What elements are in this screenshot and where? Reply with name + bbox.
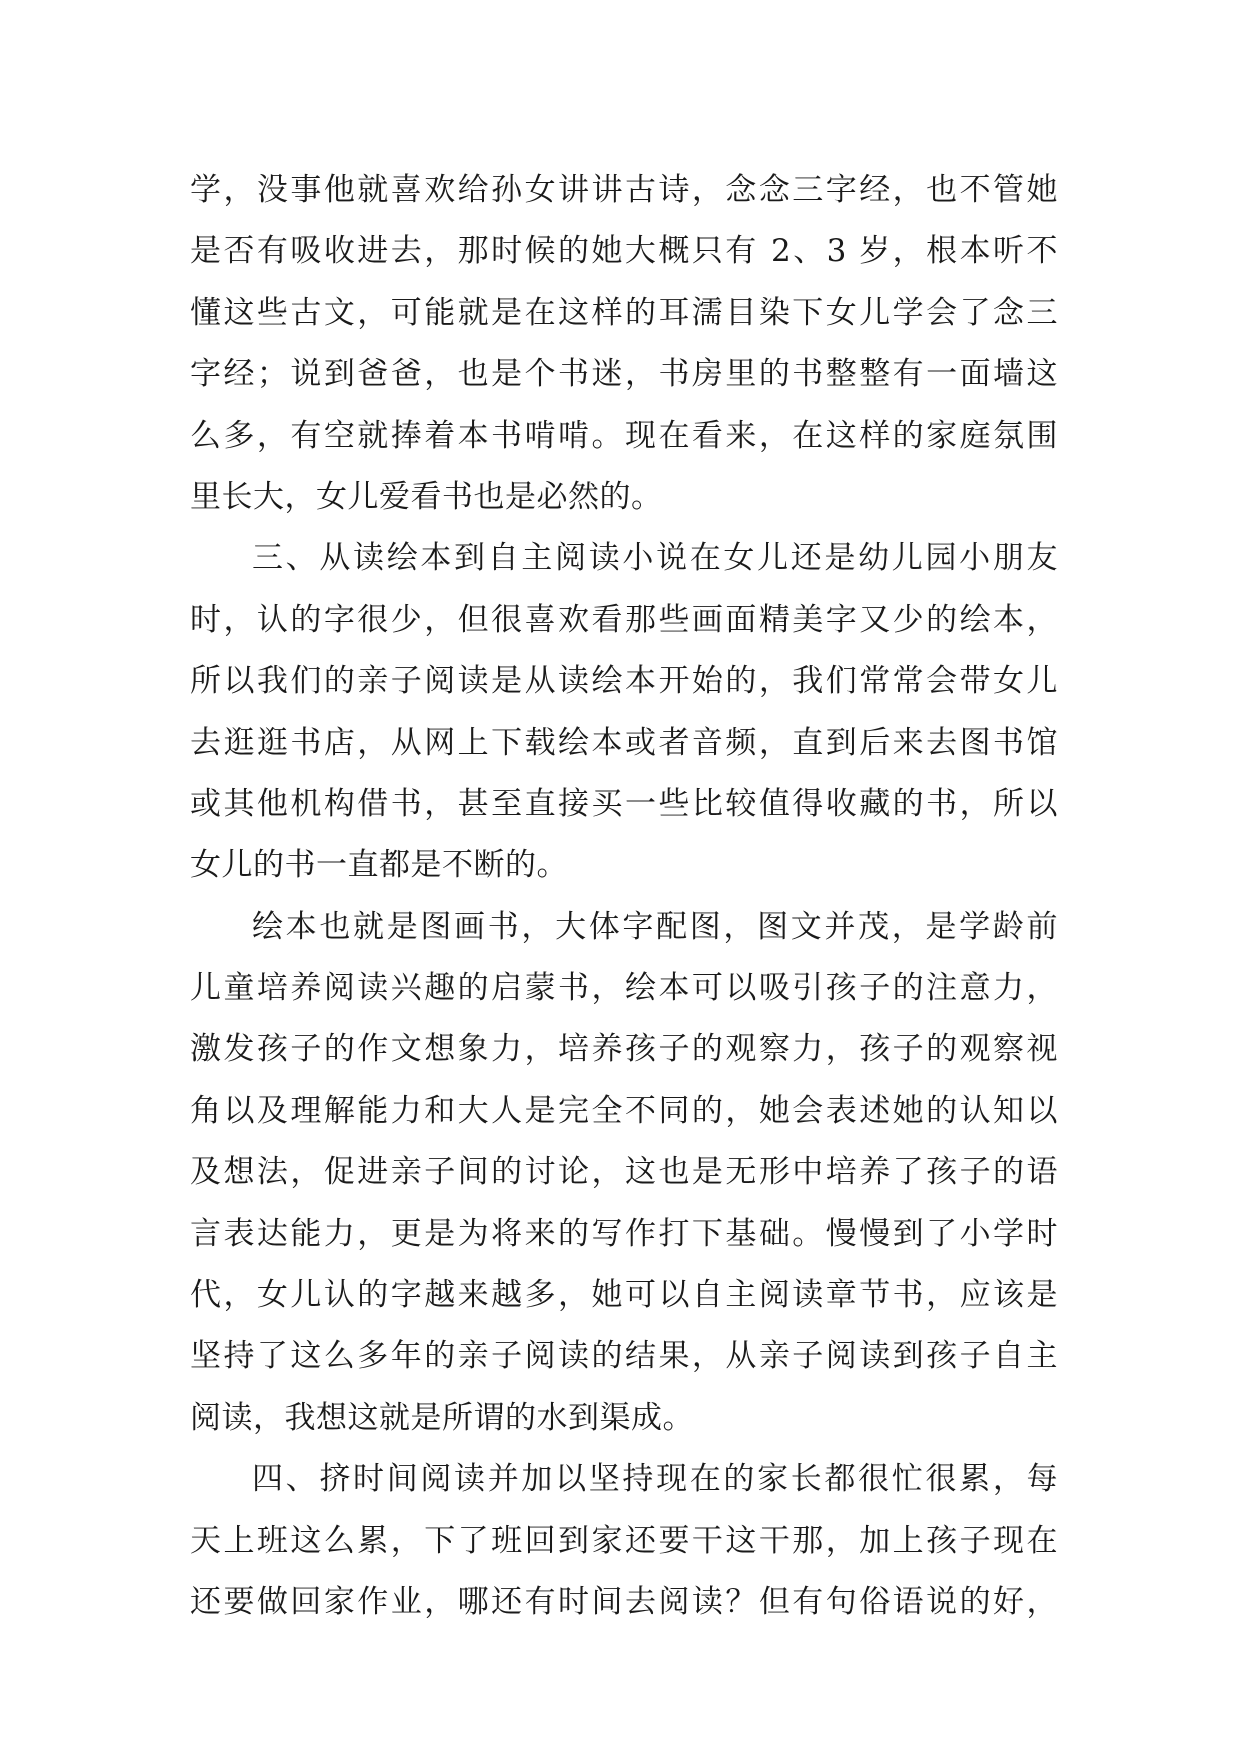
text-line: 里长大，女儿爱看书也是必然的。	[190, 478, 663, 515]
text-line: 天上班这么累，下了班回到家还要干这干那，加上孩子现在	[190, 1522, 1058, 1559]
document-body	[190, 160, 1058, 1633]
text-line: 激发孩子的作文想象力，培养孩子的观察力，孩子的观察视	[190, 1031, 1058, 1068]
text-line: 是否有吸收进去，那时候的她大概只有 2、3 岁，根本听不	[190, 233, 1058, 270]
text-line: 儿童培养阅读兴趣的启蒙书，绘本可以吸引孩子的注意力，	[190, 970, 1058, 1007]
text-line: 阅读，我想这就是所谓的水到渠成。	[190, 1399, 694, 1436]
text-line: 还要做回家作业，哪还有时间去阅读？但有句俗语说的好，	[190, 1583, 1058, 1620]
section-heading-line: 四、挤时间阅读并加以坚持现在的家长都很忙很累，每	[252, 1461, 1058, 1498]
text-line: 或其他机构借书，甚至直接买一些比较值得收藏的书，所以	[190, 785, 1058, 822]
paragraph-first-line: 绘本也就是图画书，大体字配图，图文并茂，是学龄前	[252, 908, 1058, 945]
text-line: 代，女儿认的字越来越多，她可以自主阅读章节书，应该是	[190, 1277, 1058, 1314]
text-line: 时，认的字很少，但很喜欢看那些画面精美字又少的绘本，	[190, 601, 1058, 638]
text-line: 及想法，促进亲子间的讨论，这也是无形中培养了孩子的语	[190, 1154, 1058, 1191]
text-line: 言表达能力，更是为将来的写作打下基础。慢慢到了小学时	[190, 1215, 1058, 1252]
text-line: 所以我们的亲子阅读是从读绘本开始的，我们常常会带女儿	[190, 663, 1058, 700]
text-line: 角以及理解能力和大人是完全不同的，她会表述她的认知以	[190, 1092, 1058, 1129]
text-line: 懂这些古文，可能就是在这样的耳濡目染下女儿学会了念三	[190, 294, 1058, 331]
text-line: 么多，有空就捧着本书啃啃。现在看来，在这样的家庭氛围	[190, 417, 1058, 454]
text-line: 字经；说到爸爸，也是个书迷，书房里的书整整有一面墙这	[190, 356, 1058, 393]
section-heading-line: 三、从读绘本到自主阅读小说在女儿还是幼儿园小朋友	[252, 540, 1058, 577]
text-line: 坚持了这么多年的亲子阅读的结果，从亲子阅读到孩子自主	[190, 1338, 1058, 1375]
text-line: 女儿的书一直都是不断的。	[190, 847, 568, 884]
text-line: 去逛逛书店，从网上下载绘本或者音频，直到后来去图书馆	[190, 724, 1058, 761]
text-line: 学，没事他就喜欢给孙女讲讲古诗，念念三字经，也不管她	[190, 172, 1058, 208]
